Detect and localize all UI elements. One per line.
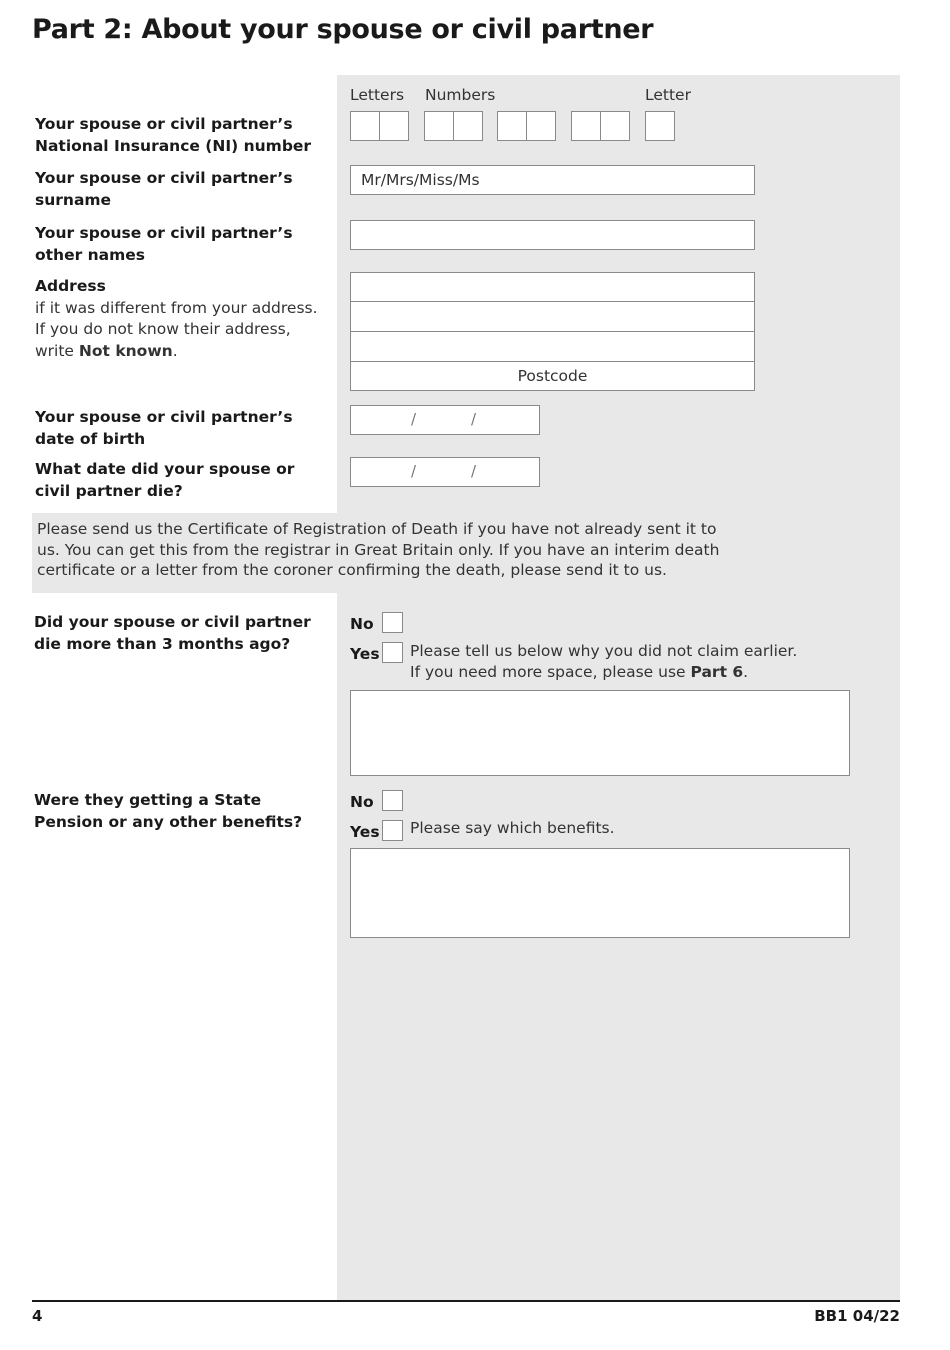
benefits-details-textarea[interactable] [350, 848, 850, 938]
ni-numbers-group-2 [497, 111, 556, 141]
ni-final-letter-group [645, 111, 675, 141]
died-over-3-months-yes-label: Yes [350, 645, 380, 663]
date-separator: / [471, 410, 477, 428]
address-hint-line3 [35, 341, 335, 363]
address-hint-suffix: . [172, 341, 178, 360]
other-names-field[interactable] [350, 220, 755, 250]
died-over-3-months-no-checkbox[interactable] [382, 612, 403, 633]
footer-rule [32, 1300, 900, 1302]
date-of-birth-field[interactable] [350, 405, 540, 435]
surname-label: Your spouse or civil partner’s surname [35, 169, 293, 209]
ni-numbers-group-1 [424, 111, 483, 141]
ni-digit-input[interactable] [350, 111, 380, 141]
died-over-3-months-no-label: No [350, 615, 374, 633]
late-claim-reason-textarea[interactable] [350, 690, 850, 776]
benefits-hint: Please say which benefits. [410, 819, 615, 837]
address-label-block [35, 276, 335, 362]
ni-numbers-group-3 [571, 111, 630, 141]
ni-digit-input[interactable] [497, 111, 527, 141]
ni-digit-input[interactable] [645, 111, 675, 141]
ni-digit-input[interactable] [379, 111, 409, 141]
benefits-no-checkbox[interactable] [382, 790, 403, 811]
ni-number-label: Your spouse or civil partner’s National Insurance (NI) number [35, 115, 312, 155]
date-of-death-label: What date did your spouse or civil partner die? [35, 460, 295, 500]
benefits-label: Were they getting a State Pension or any other benefits? [34, 791, 303, 831]
page-number: 4 [32, 1307, 43, 1325]
address-hint-line1: if it was different from your address. [35, 298, 318, 317]
died-over-3-months-yes-checkbox[interactable] [382, 642, 403, 663]
address-hint-not-known: Not known [78, 341, 173, 360]
address-hint-line2: If you do not know their address, [35, 320, 291, 338]
died-over-3-months-label: Did your spouse or civil partner die more than 3 months ago? [34, 613, 311, 653]
date-separator: / [411, 410, 417, 428]
answer-panel [337, 75, 900, 1301]
ni-letter-header: Letter [645, 86, 691, 104]
address-line-1-field[interactable] [350, 272, 755, 302]
date-of-death-field[interactable] [350, 457, 540, 487]
form-code: BB1 04/22 [814, 1307, 900, 1325]
ni-letters-group [350, 111, 409, 141]
death-certificate-notice-text: Please send us the Certificate of Registration of Death if you have not already sent it to us. You can get this from the registrar in Great Britain only. If you have an interim death certificate or a letter from the coroner confirming the death, please send it to us. [37, 520, 720, 579]
late-claim-hint-suffix: . [743, 663, 749, 681]
address-hint-prefix: write [35, 341, 79, 360]
date-of-birth-label: Your spouse or civil partner’s date of birth [35, 408, 293, 448]
benefits-yes-label: Yes [350, 823, 380, 841]
late-claim-hint-part6: Part 6 [690, 663, 744, 681]
benefits-no-label: No [350, 793, 374, 811]
ni-letters-header: Letters [350, 86, 405, 104]
ni-digit-input[interactable] [571, 111, 601, 141]
ni-digit-input[interactable] [453, 111, 483, 141]
postcode-field[interactable] [350, 361, 755, 391]
late-claim-hint [410, 641, 797, 683]
other-names-label: Your spouse or civil partner’s other names [35, 224, 293, 264]
postcode-label: Postcode [517, 367, 588, 385]
address-label: Address [35, 277, 106, 295]
date-separator: / [471, 462, 477, 480]
surname-field[interactable]: Mr/Mrs/Miss/Ms [350, 165, 755, 195]
late-claim-hint-line1: Please tell us below why you did not claim earlier. [410, 642, 798, 660]
ni-digit-input[interactable] [600, 111, 630, 141]
ni-digit-input[interactable] [526, 111, 556, 141]
date-separator: / [411, 462, 417, 480]
ni-numbers-header: Numbers [425, 86, 496, 104]
address-line-3-field[interactable] [350, 331, 755, 362]
benefits-yes-checkbox[interactable] [382, 820, 403, 841]
late-claim-hint-prefix: If you need more space, please use [410, 663, 691, 681]
address-line-2-field[interactable] [350, 301, 755, 332]
ni-digit-input[interactable] [424, 111, 454, 141]
page-title: Part 2: About your spouse or civil partner [32, 14, 654, 45]
late-claim-hint-line2 [410, 662, 797, 683]
